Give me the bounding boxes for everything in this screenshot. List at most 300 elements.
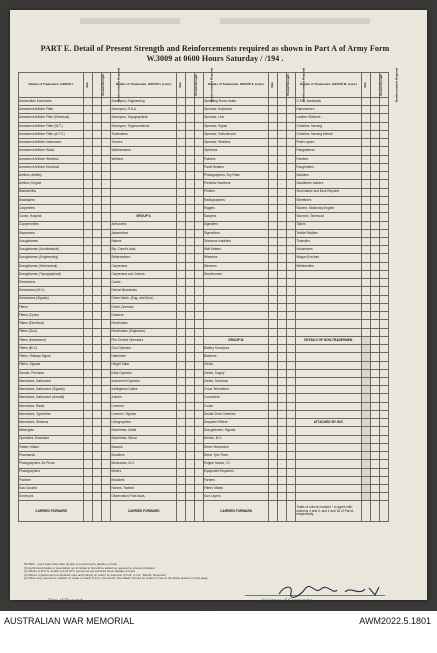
count-cell[interactable] (194, 476, 203, 484)
count-cell[interactable] (379, 402, 388, 410)
count-cell[interactable] (287, 196, 296, 204)
total-cell[interactable] (361, 501, 370, 522)
count-cell[interactable] (361, 312, 370, 320)
count-cell[interactable] (194, 295, 203, 303)
count-cell[interactable] (379, 221, 388, 229)
count-cell[interactable] (287, 468, 296, 476)
count-cell[interactable] (93, 460, 102, 468)
count-cell[interactable] (84, 295, 93, 303)
count-cell[interactable] (102, 205, 111, 213)
count-cell[interactable] (176, 147, 185, 155)
count-cell[interactable] (176, 394, 185, 402)
count-cell[interactable] (379, 270, 388, 278)
count-cell[interactable] (361, 172, 370, 180)
count-cell[interactable] (102, 345, 111, 353)
count-cell[interactable] (287, 452, 296, 460)
count-cell[interactable] (185, 172, 194, 180)
count-cell[interactable] (93, 452, 102, 460)
count-cell[interactable] (370, 320, 379, 328)
count-cell[interactable] (194, 188, 203, 196)
count-cell[interactable] (102, 246, 111, 254)
count-cell[interactable] (287, 345, 296, 353)
count-cell[interactable] (287, 262, 296, 270)
count-cell[interactable] (379, 485, 388, 493)
count-cell[interactable] (361, 377, 370, 385)
count-cell[interactable] (176, 485, 185, 493)
count-cell[interactable] (185, 460, 194, 468)
count-cell[interactable] (287, 172, 296, 180)
count-cell[interactable] (287, 419, 296, 427)
count-cell[interactable] (93, 130, 102, 138)
count-cell[interactable] (93, 328, 102, 336)
count-cell[interactable] (194, 213, 203, 221)
count-cell[interactable] (269, 270, 278, 278)
count-cell[interactable] (379, 345, 388, 353)
count-cell[interactable] (287, 394, 296, 402)
count-cell[interactable] (185, 287, 194, 295)
count-cell[interactable] (176, 312, 185, 320)
count-cell[interactable] (102, 163, 111, 171)
count-cell[interactable] (102, 353, 111, 361)
count-cell[interactable] (287, 303, 296, 311)
count-cell[interactable] (102, 114, 111, 122)
count-cell[interactable] (102, 172, 111, 180)
count-cell[interactable] (93, 419, 102, 427)
count-cell[interactable] (102, 320, 111, 328)
count-cell[interactable] (93, 180, 102, 188)
count-cell[interactable] (287, 254, 296, 262)
count-cell[interactable] (93, 369, 102, 377)
count-cell[interactable] (370, 435, 379, 443)
count-cell[interactable] (93, 435, 102, 443)
count-cell[interactable] (361, 345, 370, 353)
count-cell[interactable] (370, 303, 379, 311)
count-cell[interactable] (176, 369, 185, 377)
count-cell[interactable] (269, 205, 278, 213)
count-cell[interactable] (194, 246, 203, 254)
count-cell[interactable] (287, 246, 296, 254)
count-cell[interactable] (379, 229, 388, 237)
total-cell[interactable] (176, 501, 185, 522)
count-cell[interactable] (370, 476, 379, 484)
count-cell[interactable] (84, 229, 93, 237)
count-cell[interactable] (84, 476, 93, 484)
count-cell[interactable] (361, 452, 370, 460)
count-cell[interactable] (370, 287, 379, 295)
count-cell[interactable] (361, 246, 370, 254)
count-cell[interactable] (287, 221, 296, 229)
count-cell[interactable] (194, 147, 203, 155)
count-cell[interactable] (102, 361, 111, 369)
count-cell[interactable] (176, 452, 185, 460)
count-cell[interactable] (185, 361, 194, 369)
count-cell[interactable] (102, 106, 111, 114)
count-cell[interactable] (287, 443, 296, 451)
count-cell[interactable] (84, 122, 93, 130)
count-cell[interactable] (176, 386, 185, 394)
count-cell[interactable] (102, 386, 111, 394)
count-cell[interactable] (194, 196, 203, 204)
count-cell[interactable] (361, 303, 370, 311)
count-cell[interactable] (370, 419, 379, 427)
count-cell[interactable] (194, 130, 203, 138)
count-cell[interactable] (93, 188, 102, 196)
count-cell[interactable] (379, 427, 388, 435)
count-cell[interactable] (278, 172, 287, 180)
count-cell[interactable] (379, 205, 388, 213)
count-cell[interactable] (278, 237, 287, 245)
count-cell[interactable] (185, 377, 194, 385)
count-cell[interactable] (269, 468, 278, 476)
count-cell[interactable] (194, 205, 203, 213)
count-cell[interactable] (379, 287, 388, 295)
count-cell[interactable] (269, 279, 278, 287)
count-cell[interactable] (361, 98, 370, 106)
count-cell[interactable] (93, 427, 102, 435)
count-cell[interactable] (361, 419, 370, 427)
count-cell[interactable] (370, 205, 379, 213)
count-cell[interactable] (379, 452, 388, 460)
count-cell[interactable] (370, 353, 379, 361)
count-cell[interactable] (185, 246, 194, 254)
count-cell[interactable] (370, 180, 379, 188)
count-cell[interactable] (84, 377, 93, 385)
count-cell[interactable] (93, 410, 102, 418)
count-cell[interactable] (278, 468, 287, 476)
count-cell[interactable] (278, 328, 287, 336)
count-cell[interactable] (278, 279, 287, 287)
count-cell[interactable] (84, 246, 93, 254)
count-cell[interactable] (194, 336, 203, 344)
total-cell[interactable] (93, 501, 102, 522)
count-cell[interactable] (370, 345, 379, 353)
count-cell[interactable] (278, 435, 287, 443)
count-cell[interactable] (278, 443, 287, 451)
count-cell[interactable] (287, 188, 296, 196)
count-cell[interactable] (194, 229, 203, 237)
count-cell[interactable] (278, 139, 287, 147)
count-cell[interactable] (379, 369, 388, 377)
count-cell[interactable] (194, 139, 203, 147)
count-cell[interactable] (102, 237, 111, 245)
count-cell[interactable] (194, 345, 203, 353)
count-cell[interactable] (194, 172, 203, 180)
count-cell[interactable] (102, 295, 111, 303)
count-cell[interactable] (287, 312, 296, 320)
count-cell[interactable] (287, 139, 296, 147)
count-cell[interactable] (194, 303, 203, 311)
count-cell[interactable] (185, 402, 194, 410)
count-cell[interactable] (379, 114, 388, 122)
count-cell[interactable] (361, 254, 370, 262)
count-cell[interactable] (194, 443, 203, 451)
count-cell[interactable] (269, 262, 278, 270)
count-cell[interactable] (278, 262, 287, 270)
count-cell[interactable] (176, 493, 185, 501)
count-cell[interactable] (185, 476, 194, 484)
count-cell[interactable] (93, 246, 102, 254)
count-cell[interactable] (176, 320, 185, 328)
count-cell[interactable] (84, 172, 93, 180)
count-cell[interactable] (93, 254, 102, 262)
count-cell[interactable] (379, 419, 388, 427)
count-cell[interactable] (176, 213, 185, 221)
count-cell[interactable] (185, 221, 194, 229)
count-cell[interactable] (269, 345, 278, 353)
count-cell[interactable] (176, 295, 185, 303)
count-cell[interactable] (278, 229, 287, 237)
count-cell[interactable] (185, 229, 194, 237)
count-cell[interactable] (194, 155, 203, 163)
count-cell[interactable] (176, 163, 185, 171)
count-cell[interactable] (84, 237, 93, 245)
count-cell[interactable] (269, 419, 278, 427)
count-cell[interactable] (102, 452, 111, 460)
count-cell[interactable] (176, 155, 185, 163)
count-cell[interactable] (278, 320, 287, 328)
count-cell[interactable] (102, 155, 111, 163)
count-cell[interactable] (361, 139, 370, 147)
count-cell[interactable] (185, 435, 194, 443)
count-cell[interactable] (278, 155, 287, 163)
count-cell[interactable] (361, 402, 370, 410)
count-cell[interactable] (361, 427, 370, 435)
count-cell[interactable] (278, 419, 287, 427)
count-cell[interactable] (102, 221, 111, 229)
count-cell[interactable] (84, 98, 93, 106)
count-cell[interactable] (185, 122, 194, 130)
count-cell[interactable] (370, 221, 379, 229)
count-cell[interactable] (269, 188, 278, 196)
count-cell[interactable] (185, 312, 194, 320)
count-cell[interactable] (102, 312, 111, 320)
count-cell[interactable] (102, 485, 111, 493)
count-cell[interactable] (194, 163, 203, 171)
count-cell[interactable] (93, 196, 102, 204)
count-cell[interactable] (278, 130, 287, 138)
count-cell[interactable] (269, 460, 278, 468)
total-cell[interactable] (102, 501, 111, 522)
count-cell[interactable] (102, 443, 111, 451)
count-cell[interactable] (287, 377, 296, 385)
count-cell[interactable] (287, 361, 296, 369)
count-cell[interactable] (379, 180, 388, 188)
count-cell[interactable] (269, 147, 278, 155)
count-cell[interactable] (93, 485, 102, 493)
count-cell[interactable] (287, 427, 296, 435)
count-cell[interactable] (84, 270, 93, 278)
count-cell[interactable] (379, 130, 388, 138)
count-cell[interactable] (269, 485, 278, 493)
count-cell[interactable] (185, 196, 194, 204)
count-cell[interactable] (194, 452, 203, 460)
count-cell[interactable] (102, 328, 111, 336)
count-cell[interactable] (361, 320, 370, 328)
count-cell[interactable] (93, 279, 102, 287)
count-cell[interactable] (176, 139, 185, 147)
count-cell[interactable] (361, 163, 370, 171)
count-cell[interactable] (370, 106, 379, 114)
count-cell[interactable] (176, 303, 185, 311)
count-cell[interactable] (269, 328, 278, 336)
count-cell[interactable] (361, 188, 370, 196)
count-cell[interactable] (84, 254, 93, 262)
count-cell[interactable] (185, 270, 194, 278)
count-cell[interactable] (185, 485, 194, 493)
count-cell[interactable] (194, 279, 203, 287)
count-cell[interactable] (84, 163, 93, 171)
count-cell[interactable] (93, 468, 102, 476)
count-cell[interactable] (370, 279, 379, 287)
count-cell[interactable] (370, 155, 379, 163)
count-cell[interactable] (185, 163, 194, 171)
count-cell[interactable] (102, 213, 111, 221)
count-cell[interactable] (185, 345, 194, 353)
count-cell[interactable] (278, 410, 287, 418)
count-cell[interactable] (269, 377, 278, 385)
count-cell[interactable] (287, 386, 296, 394)
count-cell[interactable] (176, 262, 185, 270)
count-cell[interactable] (287, 410, 296, 418)
count-cell[interactable] (361, 147, 370, 155)
count-cell[interactable] (379, 98, 388, 106)
count-cell[interactable] (102, 460, 111, 468)
count-cell[interactable] (370, 312, 379, 320)
count-cell[interactable] (102, 139, 111, 147)
count-cell[interactable] (370, 163, 379, 171)
count-cell[interactable] (102, 229, 111, 237)
count-cell[interactable] (176, 122, 185, 130)
count-cell[interactable] (185, 180, 194, 188)
count-cell[interactable] (84, 106, 93, 114)
count-cell[interactable] (84, 196, 93, 204)
count-cell[interactable] (287, 237, 296, 245)
count-cell[interactable] (102, 435, 111, 443)
count-cell[interactable] (287, 485, 296, 493)
count-cell[interactable] (84, 460, 93, 468)
count-cell[interactable] (194, 386, 203, 394)
total-cell[interactable] (370, 501, 379, 522)
count-cell[interactable] (185, 106, 194, 114)
count-cell[interactable] (194, 369, 203, 377)
count-cell[interactable] (361, 369, 370, 377)
count-cell[interactable] (370, 485, 379, 493)
count-cell[interactable] (278, 147, 287, 155)
total-cell[interactable] (287, 501, 296, 522)
count-cell[interactable] (278, 114, 287, 122)
count-cell[interactable] (185, 213, 194, 221)
count-cell[interactable] (176, 106, 185, 114)
count-cell[interactable] (194, 485, 203, 493)
count-cell[interactable] (269, 287, 278, 295)
count-cell[interactable] (102, 394, 111, 402)
count-cell[interactable] (278, 196, 287, 204)
count-cell[interactable] (379, 213, 388, 221)
count-cell[interactable] (287, 130, 296, 138)
count-cell[interactable] (269, 303, 278, 311)
count-cell[interactable] (93, 213, 102, 221)
count-cell[interactable] (361, 155, 370, 163)
count-cell[interactable] (176, 443, 185, 451)
count-cell[interactable] (287, 114, 296, 122)
count-cell[interactable] (379, 493, 388, 501)
count-cell[interactable] (287, 163, 296, 171)
count-cell[interactable] (361, 328, 370, 336)
count-cell[interactable] (379, 106, 388, 114)
count-cell[interactable] (176, 377, 185, 385)
count-cell[interactable] (287, 155, 296, 163)
count-cell[interactable] (370, 254, 379, 262)
count-cell[interactable] (269, 493, 278, 501)
count-cell[interactable] (370, 262, 379, 270)
count-cell[interactable] (93, 336, 102, 344)
count-cell[interactable] (278, 295, 287, 303)
count-cell[interactable] (269, 237, 278, 245)
count-cell[interactable] (93, 295, 102, 303)
count-cell[interactable] (93, 394, 102, 402)
count-cell[interactable] (93, 205, 102, 213)
count-cell[interactable] (102, 476, 111, 484)
count-cell[interactable] (93, 353, 102, 361)
count-cell[interactable] (185, 254, 194, 262)
count-cell[interactable] (84, 485, 93, 493)
count-cell[interactable] (361, 295, 370, 303)
count-cell[interactable] (370, 369, 379, 377)
count-cell[interactable] (269, 476, 278, 484)
count-cell[interactable] (278, 452, 287, 460)
count-cell[interactable] (361, 122, 370, 130)
count-cell[interactable] (84, 262, 93, 270)
count-cell[interactable] (379, 254, 388, 262)
count-cell[interactable] (269, 361, 278, 369)
count-cell[interactable] (84, 493, 93, 501)
count-cell[interactable] (269, 394, 278, 402)
count-cell[interactable] (361, 287, 370, 295)
count-cell[interactable] (379, 443, 388, 451)
count-cell[interactable] (93, 221, 102, 229)
count-cell[interactable] (370, 270, 379, 278)
count-cell[interactable] (194, 114, 203, 122)
count-cell[interactable] (269, 163, 278, 171)
count-cell[interactable] (379, 246, 388, 254)
count-cell[interactable] (93, 312, 102, 320)
count-cell[interactable] (185, 139, 194, 147)
count-cell[interactable] (269, 106, 278, 114)
count-cell[interactable] (194, 312, 203, 320)
count-cell[interactable] (361, 468, 370, 476)
count-cell[interactable] (370, 172, 379, 180)
count-cell[interactable] (84, 452, 93, 460)
count-cell[interactable] (269, 254, 278, 262)
count-cell[interactable] (176, 205, 185, 213)
count-cell[interactable] (84, 410, 93, 418)
count-cell[interactable] (102, 493, 111, 501)
count-cell[interactable] (287, 402, 296, 410)
count-cell[interactable] (194, 377, 203, 385)
count-cell[interactable] (194, 237, 203, 245)
count-cell[interactable] (379, 303, 388, 311)
count-cell[interactable] (102, 287, 111, 295)
count-cell[interactable] (269, 246, 278, 254)
count-cell[interactable] (379, 122, 388, 130)
count-cell[interactable] (194, 98, 203, 106)
count-cell[interactable] (185, 155, 194, 163)
count-cell[interactable] (361, 221, 370, 229)
count-cell[interactable] (379, 196, 388, 204)
count-cell[interactable] (361, 485, 370, 493)
count-cell[interactable] (176, 188, 185, 196)
count-cell[interactable] (84, 468, 93, 476)
